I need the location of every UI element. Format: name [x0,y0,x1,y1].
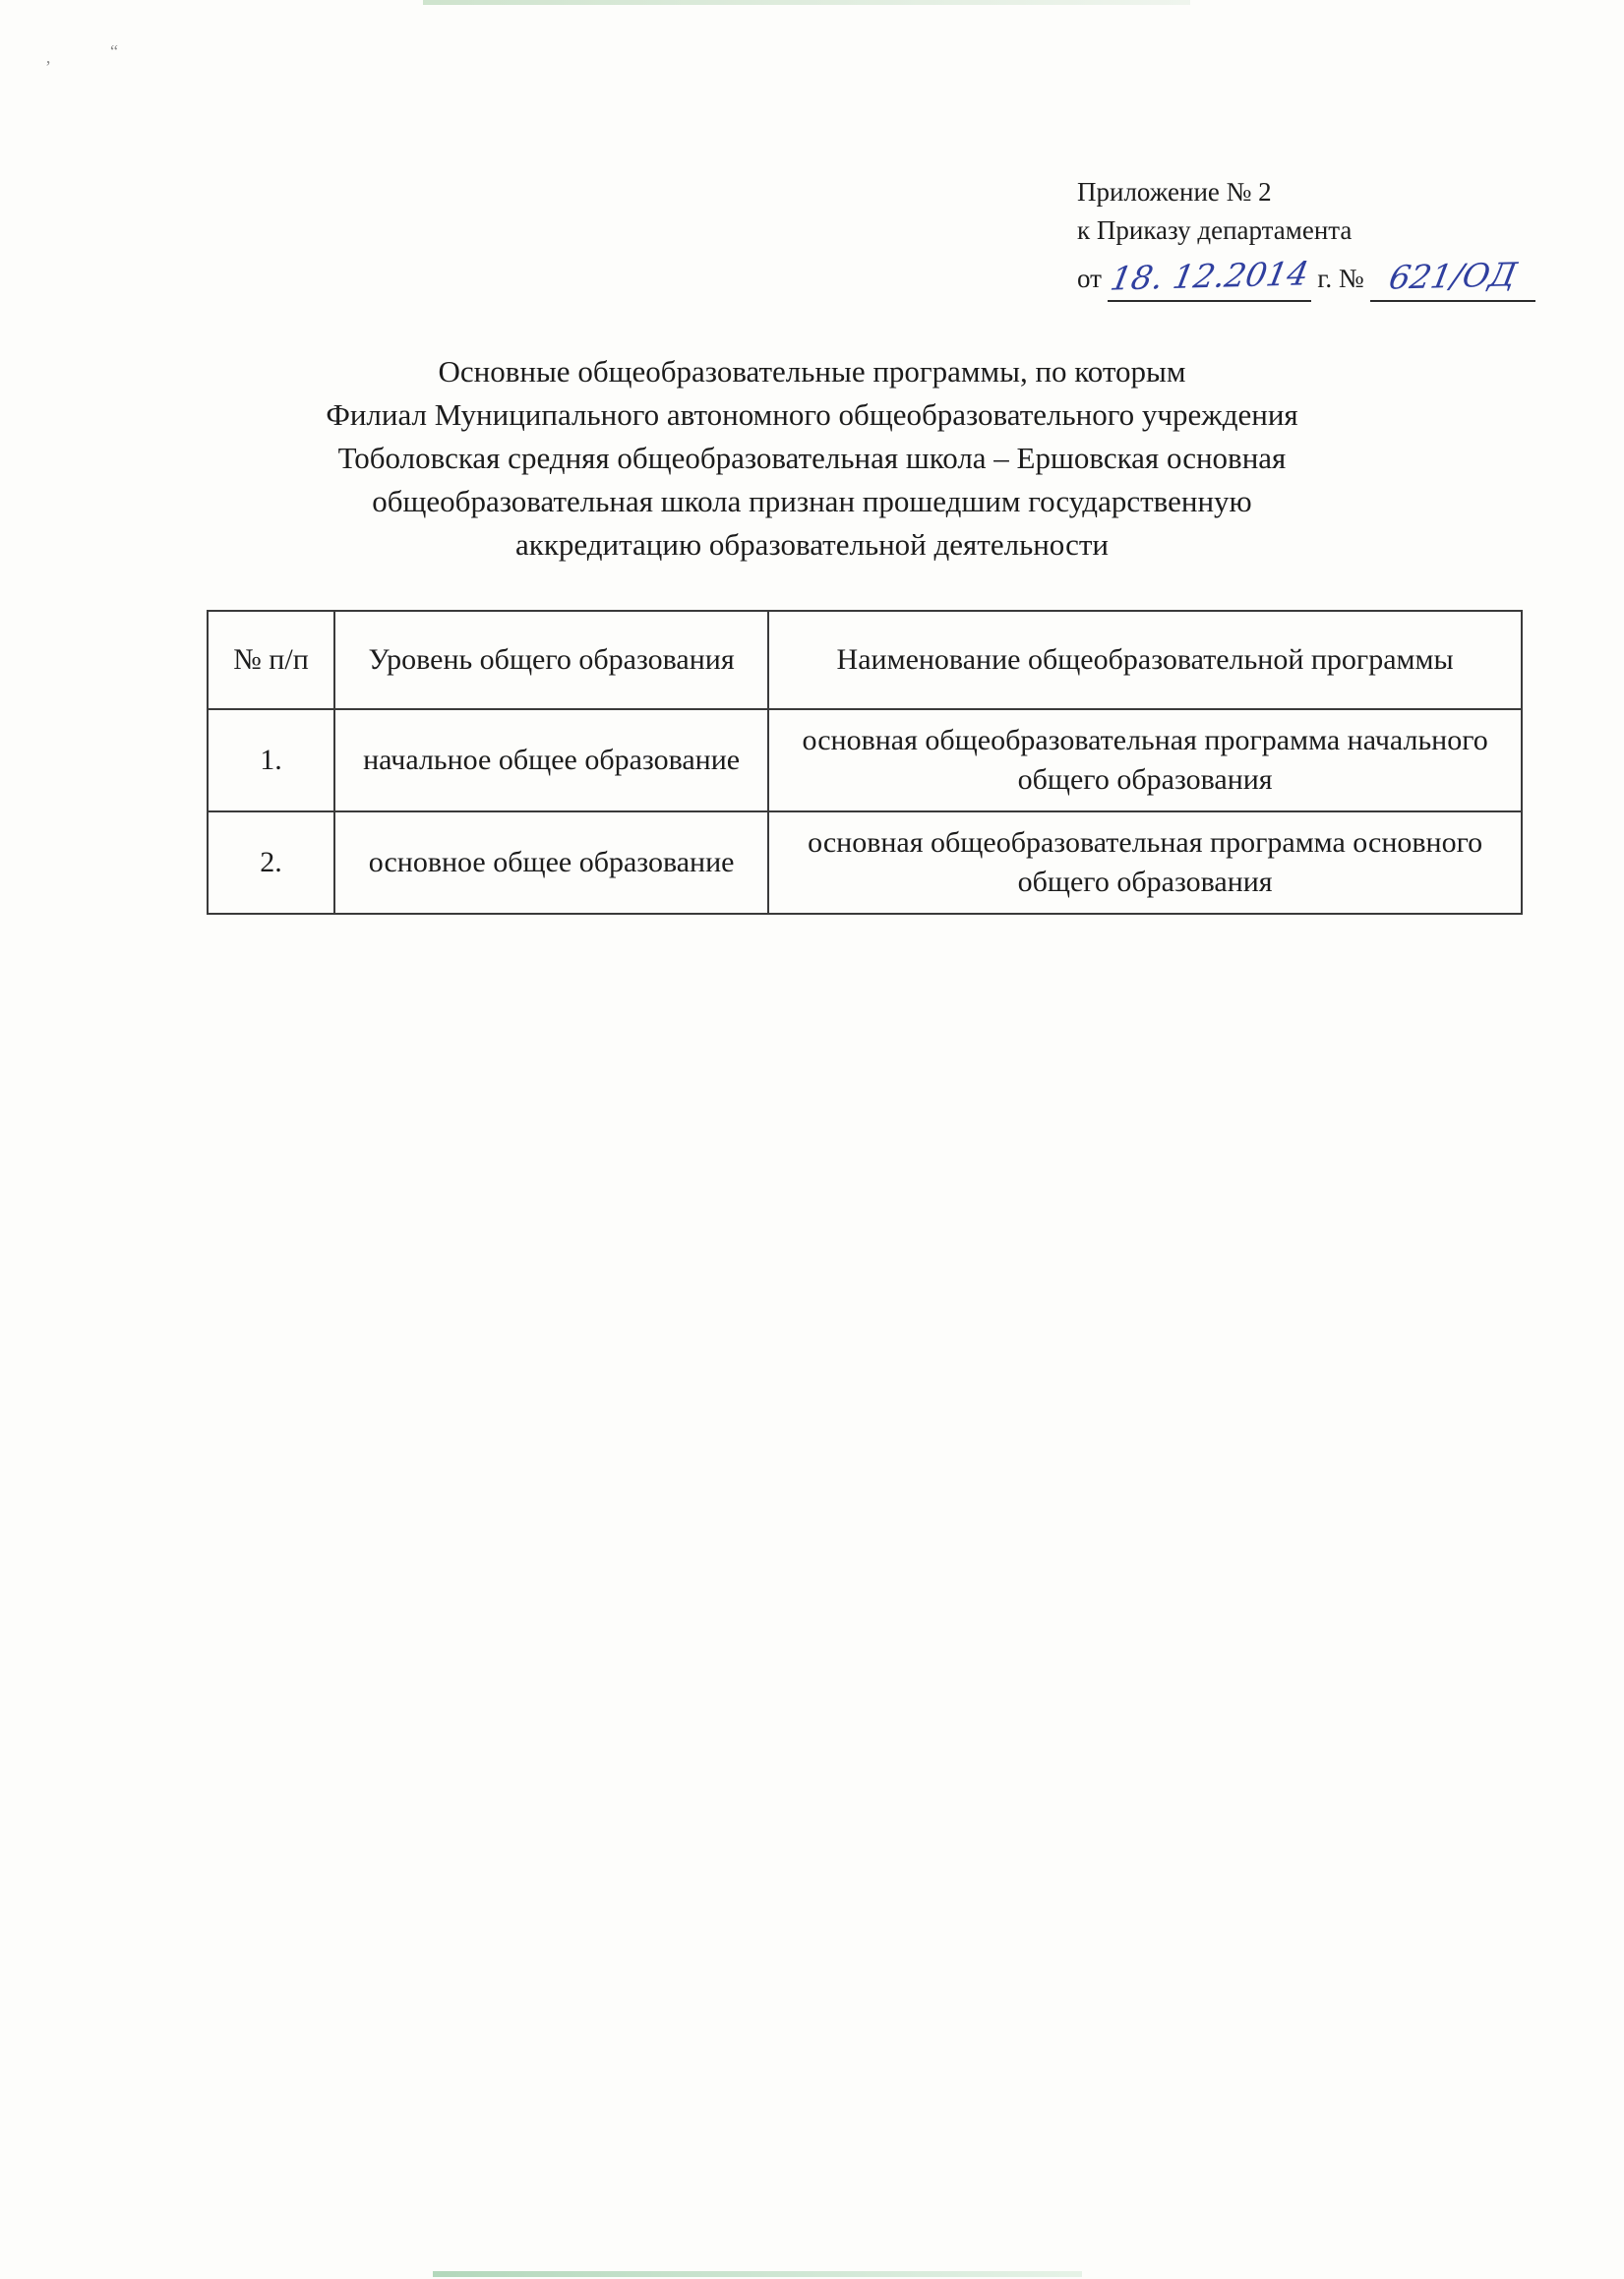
cell-program-name: основная общеобразовательная программа начального общего образования [768,709,1522,811]
title-line-3: Тоболовская средняя общеобразовательная школа – Ершовская основная [337,441,1287,476]
cell-row-number: 1. [208,709,334,811]
header-cell-number: № п/п [208,611,334,709]
document-title [0,350,1624,567]
order-number-slot [1370,253,1535,302]
cell-program-name: основная общеобразовательная программа основного общего образования [768,811,1522,914]
handwritten-number: 621/ОД [1385,255,1520,297]
title-line-5: аккредитацию образовательной деятельности [515,527,1109,563]
ot-label: от [1077,264,1102,294]
table-row [208,709,1522,811]
cell-education-level: основное общее образование [334,811,768,914]
cell-education-level: начальное общее образование [334,709,768,811]
appendix-line-2: к Приказу департамента [1077,215,1353,246]
g-label: г. [1317,264,1333,294]
table-header-row [208,611,1522,709]
programs-table [207,610,1523,915]
title-line-1: Основные общеобразовательные программы, по которым [438,354,1186,389]
scan-artifact-bottom-edge [433,2271,1082,2277]
title-line-2: Филиал Муниципального автономного общеобразовательного учреждения [326,397,1298,433]
header-cell-program: Наименование общеобразовательной программы [768,611,1522,709]
header-cell-level: Уровень общего образования [334,611,768,709]
scan-speck: “ [110,41,118,61]
title-line-4: общеобразовательная школа признан прошедшим государственную [372,484,1252,519]
order-date-number-line [1077,253,1541,302]
scan-artifact-top-edge [423,0,1190,5]
order-date-slot [1108,253,1311,302]
no-label: № [1338,264,1364,294]
cell-row-number: 2. [208,811,334,914]
scan-speck: ‚ [45,47,51,67]
handwritten-date: 18. 12.2014 [1107,254,1312,298]
appendix-line-1: Приложение № 2 [1077,177,1272,207]
table-row [208,811,1522,914]
appendix-block [1077,173,1541,302]
